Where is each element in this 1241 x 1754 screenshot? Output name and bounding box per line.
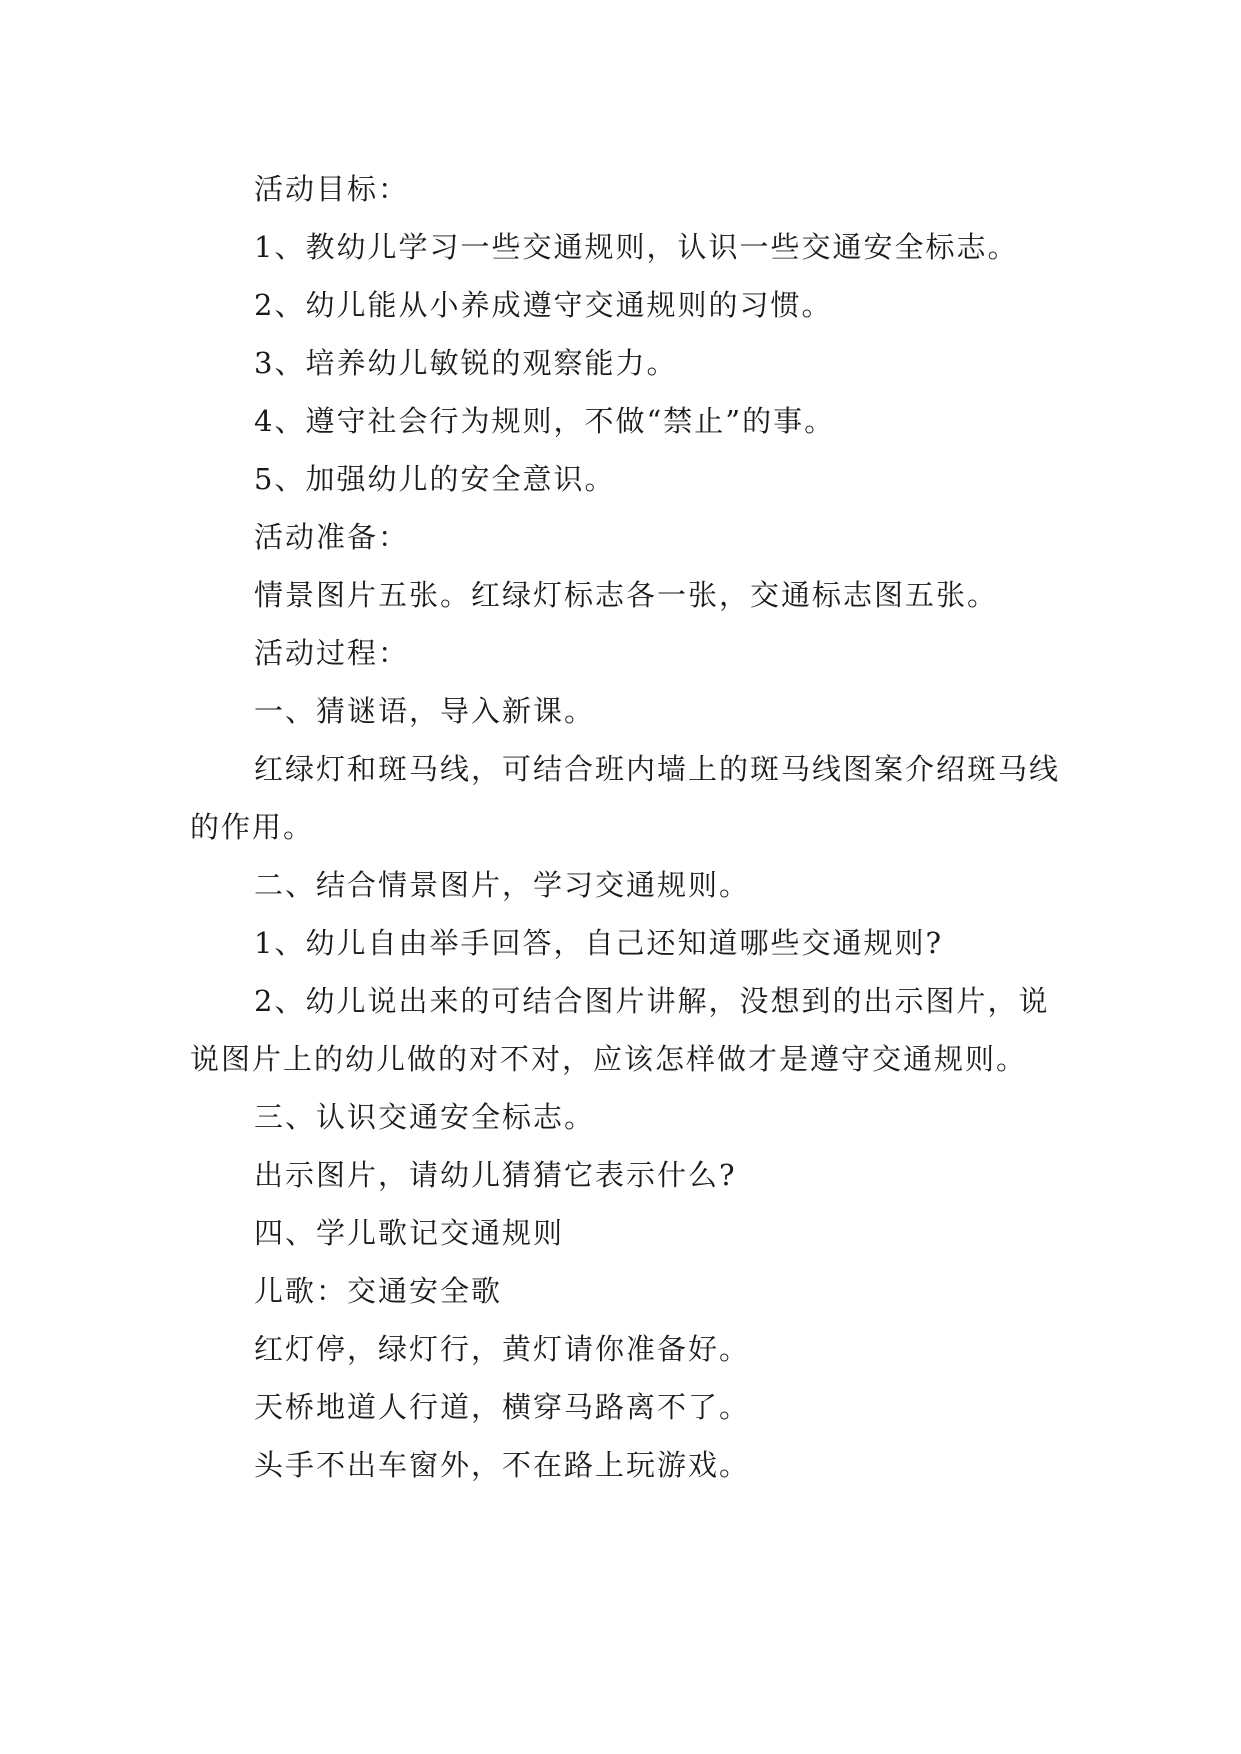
goal-item-1: 1、教幼儿学习一些交通规则，认识一些交通安全标志。 <box>254 230 1019 264</box>
goal-item-5: 5、加强幼儿的安全意识。 <box>254 462 616 496</box>
process-step-2-heading: 二、结合情景图片，学习交通规则。 <box>254 868 751 902</box>
process-step-3-text: 出示图片，请幼儿猜猜它表示什么? <box>254 1158 737 1192</box>
song-line-3: 头手不出车窗外，不在路上玩游戏。 <box>254 1448 751 1482</box>
section-heading-process: 活动过程： <box>254 636 410 670</box>
process-step-2-item-1: 1、幼儿自由举手回答，自己还知道哪些交通规则? <box>254 926 943 960</box>
process-step-2-item-2: 2、幼儿说出来的可结合图片讲解，没想到的出示图片，说说图片上的幼儿做的对不对，应该怎样做才是遵守交通规则。 <box>190 984 1050 1076</box>
process-step-3-heading: 三、认识交通安全标志。 <box>254 1100 596 1134</box>
process-step-4-heading: 四、学儿歌记交通规则 <box>254 1216 565 1250</box>
goal-item-4: 4、遵守社会行为规则，不做“禁止”的事。 <box>254 404 836 438</box>
section-heading-goals: 活动目标： <box>254 172 410 206</box>
song-title: 儿歌：交通安全歌 <box>254 1274 503 1308</box>
goal-item-2: 2、幼儿能从小养成遵守交通规则的习惯。 <box>254 288 833 322</box>
process-step-1-heading: 一、猜谜语，导入新课。 <box>254 694 596 728</box>
section-heading-preparation: 活动准备： <box>254 520 410 554</box>
song-line-1: 红灯停，绿灯行，黄灯请你准备好。 <box>254 1332 751 1366</box>
preparation-text: 情景图片五张。红绿灯标志各一张，交通标志图五张。 <box>254 578 999 612</box>
goal-item-3: 3、培养幼儿敏锐的观察能力。 <box>254 346 678 380</box>
document-body <box>190 160 1070 1494</box>
process-step-1-text: 红绿灯和斑马线，可结合班内墙上的斑马线图案介绍斑马线的作用。 <box>190 752 1061 844</box>
song-line-2: 天桥地道人行道，横穿马路离不了。 <box>254 1390 751 1424</box>
